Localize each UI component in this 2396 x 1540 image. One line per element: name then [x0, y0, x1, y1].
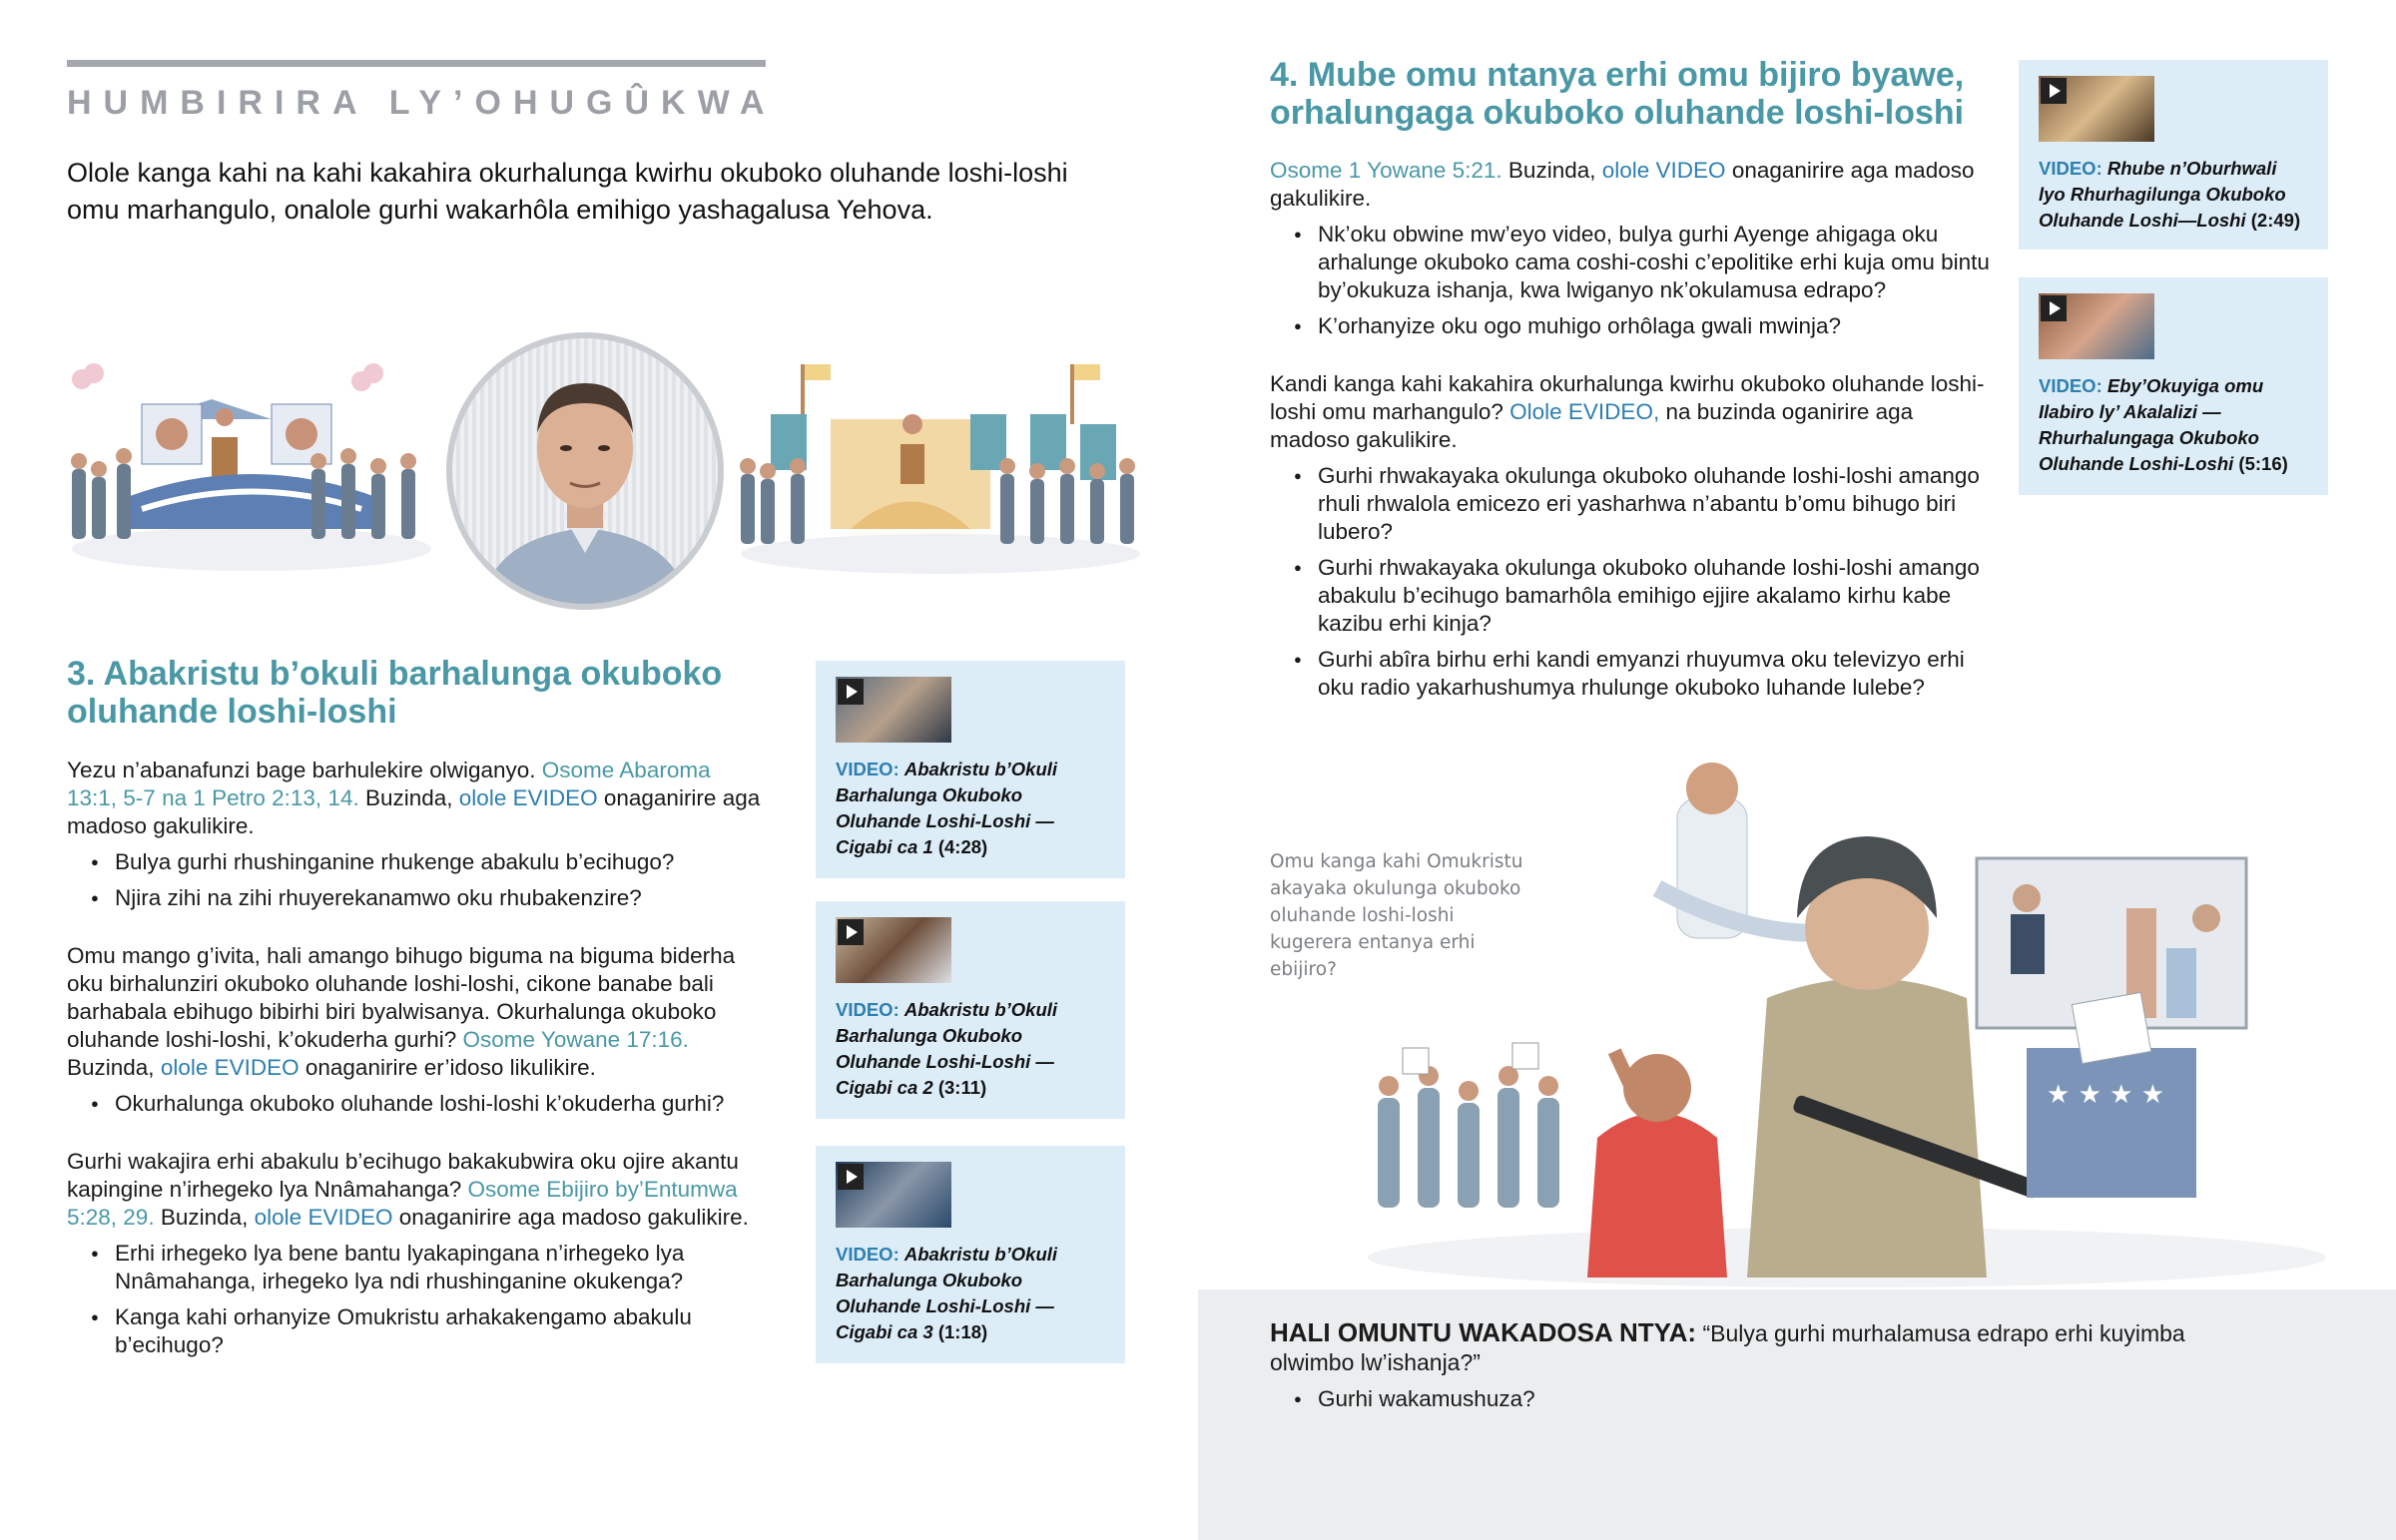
- play-icon[interactable]: [2041, 78, 2067, 104]
- question-item: ● Erhi irhegeko lya bene bantu lyakapingana n’irhegeko lya Nnâmahanga, irhegeko lya ndi rhushinganine okukenga?: [67, 1240, 766, 1295]
- video-caption: VIDEO: Abakristu b’Okuli Barhalunga Okuboko Oluhande Loshi-Loshi —Cigabi ca 1 (4:28): [836, 759, 1058, 857]
- scripture-link[interactable]: Osome Abaroma 13:1, 5-7 na 1 Petro 2:13, 14.: [67, 758, 711, 810]
- question-item: ● Gurhi rhwakayaka okulunga okuboko oluhande loshi-loshi amango rhuli rhwalola emicezo eri yasharhwa n’abantu b’omu bihugo biri lubero?: [1270, 462, 1999, 546]
- question-item: ● Gurhi abîra birhu erhi kandi emyanzi rhuyumva oku televizyo erhi oku radio yakarhushumya rhulunge okuboko luhande lulebe?: [1270, 646, 1999, 702]
- video-thumbnail[interactable]: [836, 677, 951, 743]
- discussion-question-list: [1270, 1385, 2168, 1413]
- video-caption: VIDEO: Abakristu b’Okuli Barhalunga Okuboko Oluhande Loshi-Loshi —Cigabi ca 3 (1:18): [836, 1244, 1058, 1342]
- campaign-rally-illustration-right: [731, 354, 1150, 584]
- discussion-prompt: [1270, 1318, 2228, 1413]
- question-item: ● Kanga kahi orhanyize Omukristu arhakakengamo abakulu b’ecihugo?: [67, 1303, 766, 1359]
- illustration-question-caption: Omu kanga kahi Omukristu akayaka okulunga okuboko oluhande loshi-loshi kugerera entanya erhi ebijiro?: [1270, 851, 1523, 980]
- play-icon[interactable]: [2041, 295, 2067, 321]
- question-item: ● Bulya gurhi rhushinganine rhukenge abakulu b’ecihugo?: [67, 848, 766, 876]
- video-card[interactable]: [2019, 60, 2328, 250]
- play-icon[interactable]: [838, 679, 864, 705]
- video-thumbnail[interactable]: [836, 917, 951, 983]
- svg-text:★ ★ ★ ★: ★ ★ ★ ★: [2047, 1080, 2165, 1110]
- question-item: ● Okurhalunga okuboko oluhande loshi-loshi k’okuderha gurhi?: [67, 1090, 766, 1118]
- question-item: ● Gurhi rhwakayaka okulunga okuboko oluhande loshi-loshi amango abakulu b’ecihugo bamarhôla emihigo ejjire akalamo kirhu kabe kazibu erhi kinja?: [1270, 554, 1999, 638]
- video-card[interactable]: [816, 1146, 1125, 1363]
- discussion-prompt-quote: “Bulya gurhi murhalamusa edrapo erhi kuyimba olwimbo lw’ishanja?”: [1270, 1320, 2185, 1375]
- play-icon[interactable]: [838, 919, 864, 945]
- question-item: ● K’orhanyize oku ogo muhigo orhôlaga gwali mwinja?: [1270, 312, 1999, 340]
- section-3-body: [67, 757, 766, 1359]
- question-item: ● Njira zihi na zihi rhuyerekanamwo oku rhubakenzire?: [67, 884, 766, 912]
- section-4-heading: 4. Mube omu ntanya erhi omu bijiro byawe, orhalungaga okuboko oluhande loshi-loshi: [1270, 56, 1965, 132]
- section-kicker: HUMBIRIRA LY’OHUGÛKWA: [67, 84, 777, 122]
- video-link[interactable]: olole EVIDEO: [254, 1205, 393, 1230]
- video-thumbnail[interactable]: [2039, 76, 2154, 142]
- section-4-paragraph-1: Osome 1 Yowane 5:21. Buzinda, olole VIDEO onaganirire aga madoso gakulikire.: [1270, 158, 1975, 211]
- intro-paragraph: Olole kanga kahi na kahi kakahira okurhalunga kwirhu okuboko oluhande loshi-loshi omu marhangulo, onalole gurhi wakarhôla emihigo yashagalusa Yehova.: [67, 158, 1068, 225]
- scripture-link[interactable]: Osome Yowane 17:16.: [462, 1027, 689, 1052]
- video-link[interactable]: olole EVIDEO: [458, 785, 598, 810]
- video-link[interactable]: olole EVIDEO: [160, 1055, 300, 1080]
- question-item: ● Gurhi wakamushuza?: [1270, 1385, 2168, 1413]
- video-link[interactable]: Olole EVIDEO,: [1509, 399, 1660, 424]
- video-caption: VIDEO: Eby’Okuyiga omu Ilabiro ly’ Akalalizi —Rhurhalungaga Okuboko Oluhande Loshi-Loshi (5:16): [2039, 375, 2288, 474]
- man-portrait: [446, 332, 724, 610]
- video-card[interactable]: [2019, 277, 2328, 495]
- section-3-paragraph-3: Gurhi wakajira erhi abakulu b’ecihugo bakakubwira oku ojire akantu kapingine n’irhegeko lya Nnâmahanga? Osome Ebijiro by’Entumwa 5:28, 29. Buzinda, olole EVIDEO onaganirire aga madoso gakulikire.: [67, 1149, 749, 1230]
- section-3-heading: 3. Abakristu b’okuli barhalunga okuboko oluhande loshi-loshi: [67, 655, 723, 731]
- video-thumbnail[interactable]: [2039, 293, 2154, 359]
- scripture-link[interactable]: Osome 1 Yowane 5:21.: [1270, 158, 1502, 183]
- scripture-link[interactable]: Osome Ebijiro by’Entumwa 5:28, 29.: [67, 1177, 738, 1230]
- play-icon[interactable]: [838, 1164, 864, 1190]
- video-thumbnail[interactable]: [836, 1162, 951, 1228]
- video-caption: VIDEO: Abakristu b’Okuli Barhalunga Okuboko Oluhande Loshi-Loshi —Cigabi ca 2 (3:11): [836, 999, 1058, 1098]
- section-3-paragraph-1: Yezu n’abanafunzi bage barhulekire olwiganyo. Osome Abaroma 13:1, 5-7 na 1 Petro 2:13, 14. Buzinda, olole EVIDEO onaganirire aga madoso gakulikire.: [67, 758, 761, 838]
- video-caption: VIDEO: Rhube n’Oburhwali lyo Rhurhagilunga Okuboko Oluhande Loshi—Loshi (2:49): [2039, 158, 2301, 231]
- neutrality-scene-illustration: [1348, 759, 2346, 1287]
- video-card[interactable]: [816, 661, 1125, 878]
- section-3-paragraph-2: Omu mango g’ivita, hali amango bihugo biguma na biguma biderha oku birhalunziri okuboko oluhande loshi-loshi, cikone banabe bali barhabala ebihugo bibirhi biri byalwisanya. Okurhalunga okuboko oluhande loshi-loshi, k’okuderha gurhi? Osome Yowane 17:16. Buzinda, olole EVIDEO onaganirire er’idoso likulikire.: [67, 943, 736, 1080]
- question-item: ● Nk’oku obwine mw’eyo video, bulya gurhi Ayenge ahigaga oku arhalunge okuboko cama coshi-coshi c’epolitike erhi kuja omu bintu by’okukuza ishanja, kwa lwiganyo nk’okulamusa edrapo?: [1270, 221, 1999, 304]
- section-4-paragraph-2: Kandi kanga kahi kakahira okurhalunga kwirhu okuboko oluhande loshi-loshi omu marhangulo? Olole EVIDEO, na buzinda oganirire aga madoso gakulikire.: [1270, 371, 1985, 452]
- discussion-prompt-label: HALI OMUNTU WAKADOSA NTYA:: [1270, 1317, 1697, 1347]
- section-4-body: [1270, 157, 1999, 702]
- campaign-rally-illustration-left: [62, 359, 441, 584]
- video-card[interactable]: [816, 901, 1125, 1119]
- video-link[interactable]: olole VIDEO: [1601, 158, 1726, 183]
- kicker-rule: [67, 60, 766, 67]
